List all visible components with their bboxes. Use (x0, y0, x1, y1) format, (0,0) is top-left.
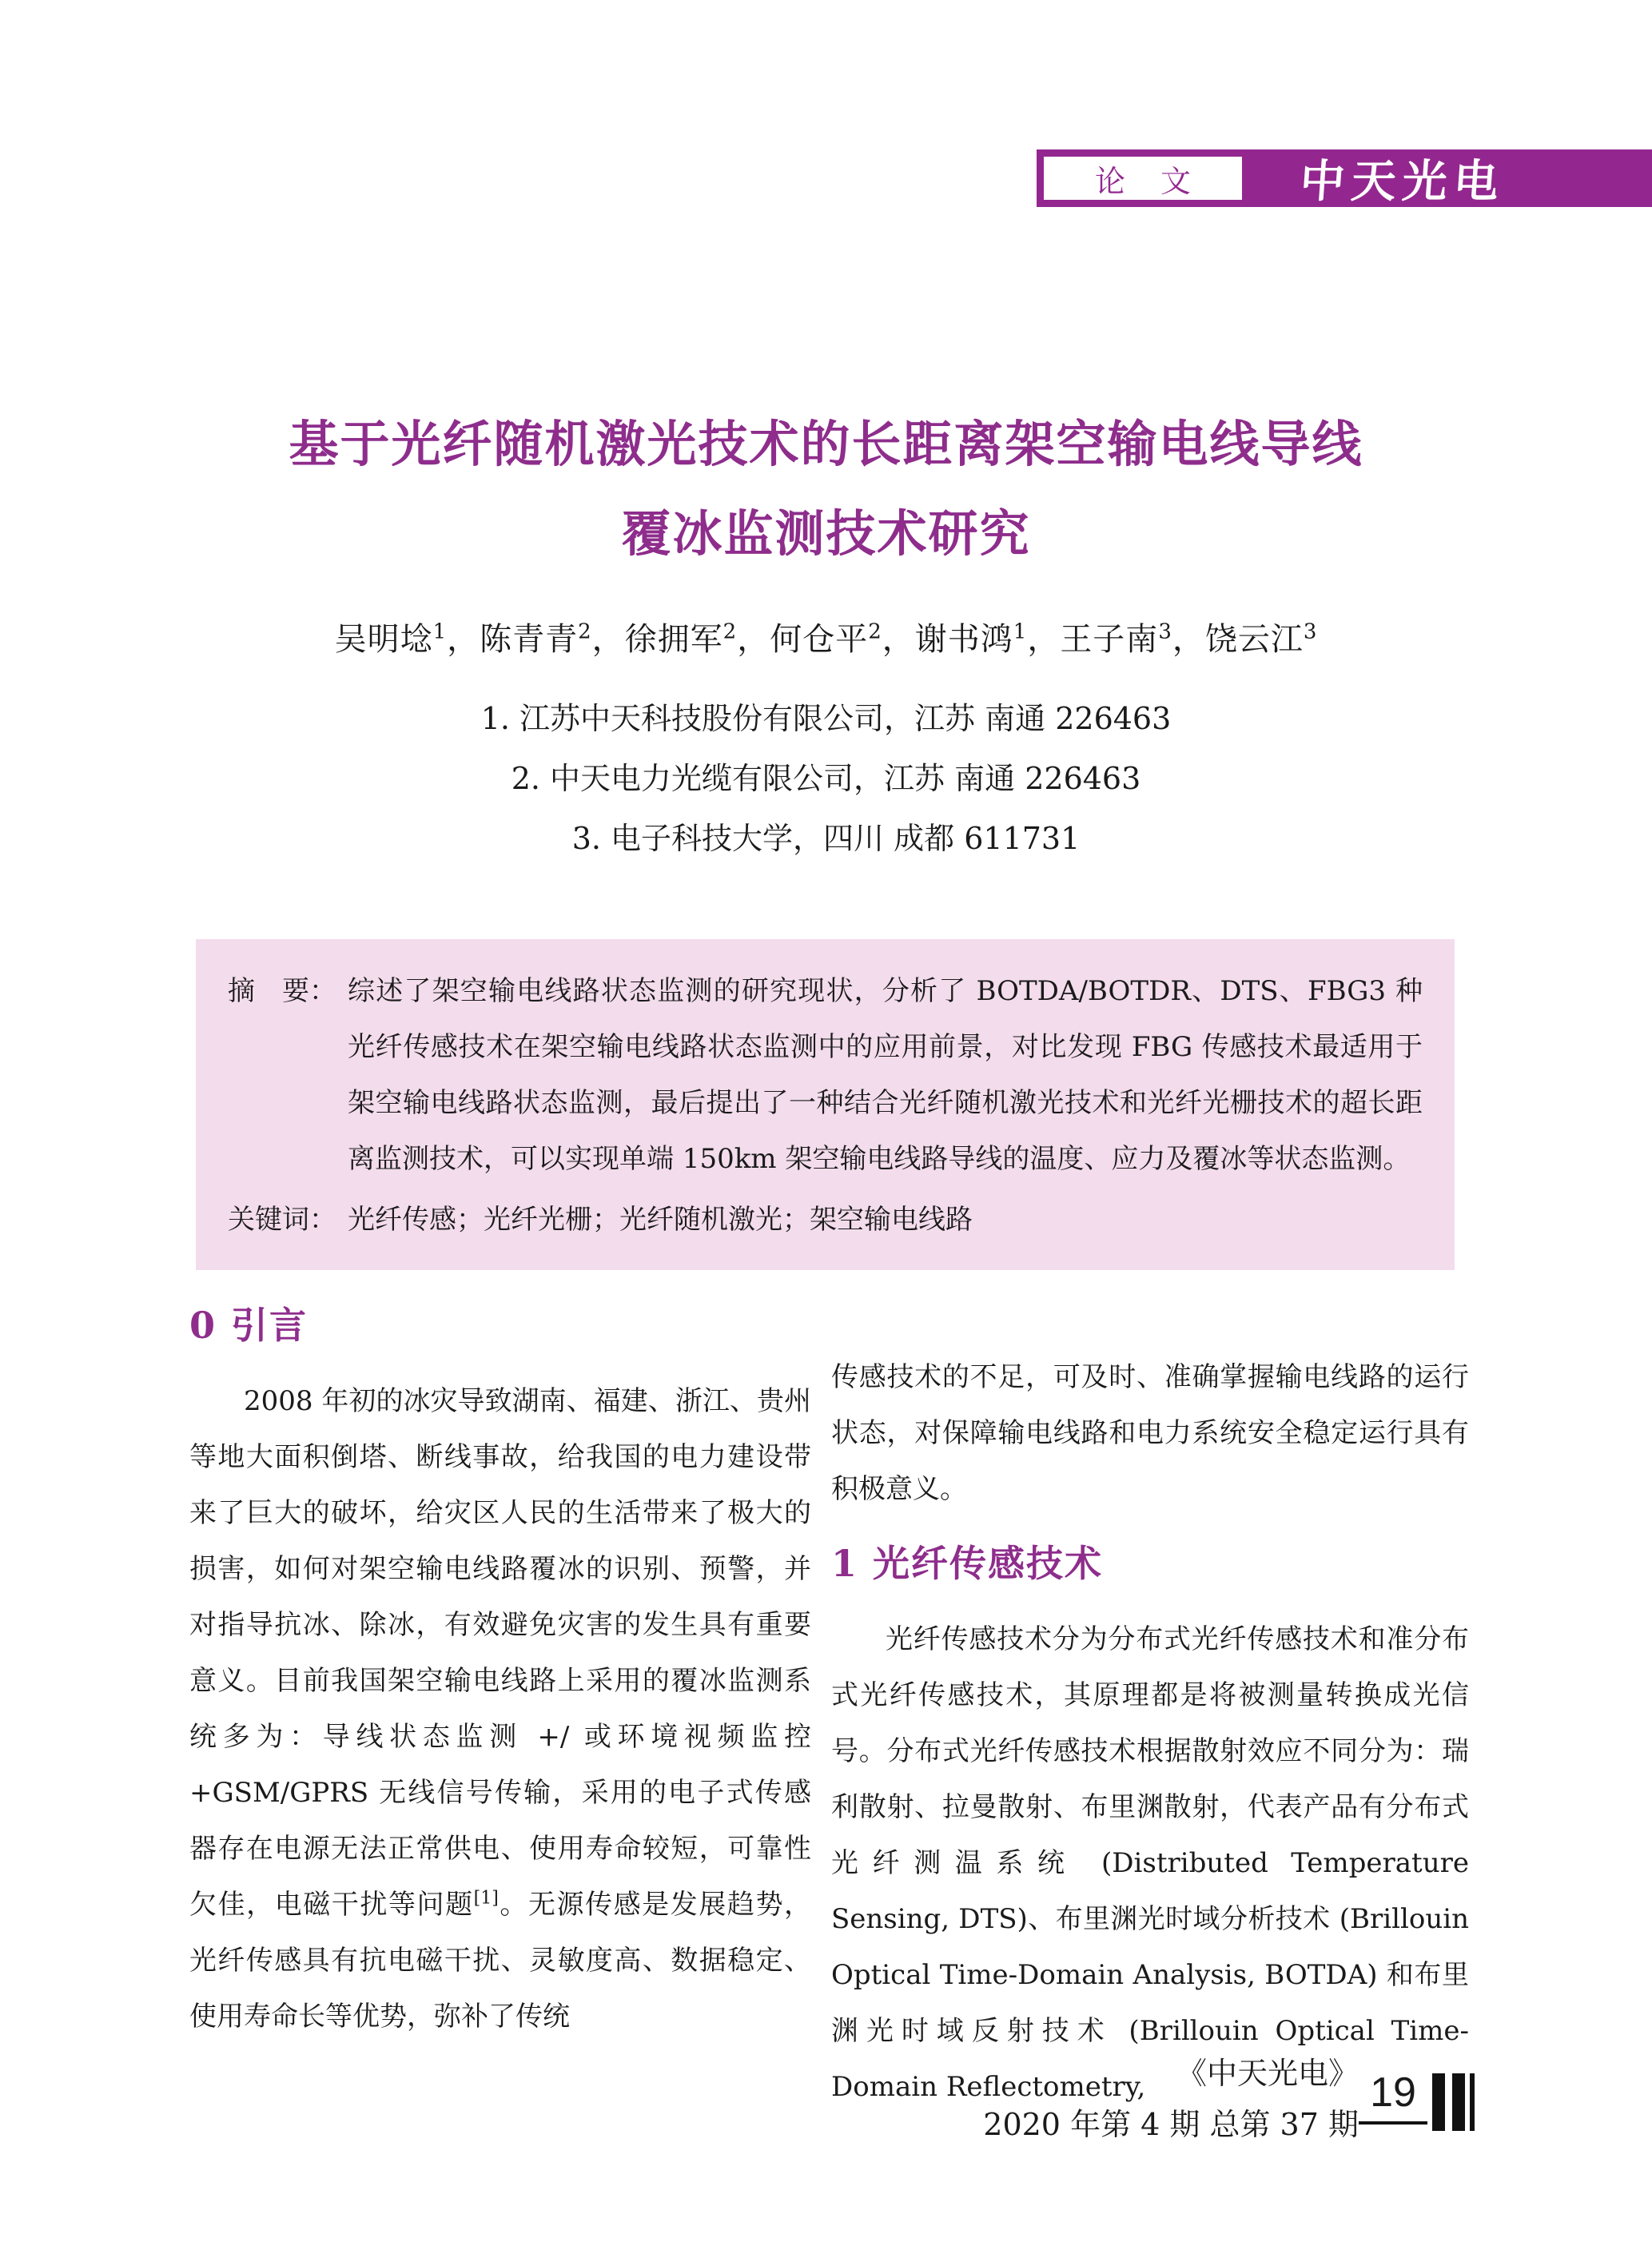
author-affil-sup: 2 (578, 619, 592, 644)
bar-thin (1470, 2073, 1475, 2131)
footer-journal-name: 《中天光电》 (1176, 2056, 1359, 2091)
author-affil-sup: 2 (868, 619, 882, 644)
bar-thick-1 (1432, 2073, 1445, 2131)
keywords-row (228, 1192, 1423, 1248)
affiliations-block (0, 689, 1652, 869)
section1-paragraph: 光纤传感技术分为分布式光纤传感技术和准分布式光纤传感技术，其原理都是将被测量转换成光信号。分布式光纤传感技术根据散射效应不同分为：瑞利散射、拉曼散射、布里渊散射，代表产品有分布式光纤测温系统 (Distributed Temperature Sensing, DTS)、布里渊光时域分析技术 (Brillouin Optical Time-Domain Analysis, BOTDA) 和布里渊光时域反射技术 (Brillouin Optical Time-Domain Reflectometry, (831, 1623, 1469, 2103)
author: 何仓平$^2$， (770, 619, 915, 658)
section-heading-0: 0 引言 (189, 1304, 309, 1347)
header-bar (1037, 149, 1652, 207)
footer-journal-info (983, 2048, 1359, 2150)
authors-line (0, 614, 1652, 659)
affiliation-line: 3. 电子科技大学，四川 成都 611731 (571, 821, 1081, 856)
author: 吴明埝$^1$， (334, 619, 480, 658)
title-line-1: 基于光纤随机激光技术的长距离架空输电线导线 (289, 415, 1363, 473)
category-box (1041, 154, 1244, 202)
abstract-text: 综述了架空输电线路状态监测的研究现状，分析了 BOTDA/BOTDR、DTS、FBG3 种光纤传感技术在架空输电线路状态监测中的应用前景，对比发现 FBG 传感技术最适用于架空输电线路状态监测，最后提出了一种结合光纤随机激光技术和光纤光栅技术的超长距离监测技术，可以实现单端 150km 架空输电线路导线的温度、应力及覆冰等状态监测。 (348, 975, 1423, 1175)
page-number: 19 (1359, 2069, 1427, 2125)
category-label: 论 文 (1094, 163, 1204, 199)
keywords-label: 关键词： (228, 1204, 336, 1236)
keywords-text: 光纤传感；光纤光栅；光纤随机激光；架空输电线路 (348, 1204, 973, 1236)
body-column-right (831, 1303, 1469, 2115)
intro-paragraph: 2008 年初的冰灾导致湖南、福建、浙江、贵州等地大面积倒塔、断线事故，给我国的电力建设带来了巨大的破坏，给灾区人民的生活带来了极大的损害，如何对架空输电线路覆冰的识别、预警，并对指导抗冰、除冰，有效避免灾害的发生具有重要意义。目前我国架空输电线路上采用的覆冰监测系统多为：导线状态监测 +/ 或环境视频监控 +GSM/GPRS 无线信号传输，采用的电子式传感器存在电源无法正常供电、使用寿命较短，可靠性欠佳，电磁干扰等问题[1]。无源传感是发展趋势，光纤传感具有抗电磁干扰、灵敏度高、数据稳定、使用寿命长等优势，弥补了传统 (189, 1385, 812, 2033)
bar-thick-2 (1452, 2073, 1465, 2131)
footer-bars-decoration (1432, 2073, 1475, 2131)
affiliation-line: 1. 江苏中天科技股份有限公司，江苏 南通 226463 (480, 701, 1172, 736)
author-affil-sup: 2 (723, 619, 738, 644)
author: 饶云江$^3$ (1204, 619, 1318, 658)
journal-logo: 中天光电 (1298, 155, 1507, 208)
affiliation-line: 2. 中天电力光缆有限公司，江苏 南通 226463 (511, 761, 1141, 796)
author-affil-sup: 1 (1013, 619, 1028, 644)
author-affil-sup: 3 (1303, 619, 1318, 644)
author: 陈青青$^2$， (480, 619, 625, 658)
body-column-left (189, 1303, 811, 2045)
reference-marker: [1] (473, 1888, 499, 1909)
author: 谢书鸿$^1$， (914, 619, 1061, 658)
abstract-box (196, 939, 1455, 1270)
abstract-row (228, 963, 1423, 1187)
section-heading-1: 1 光纤传感技术 (831, 1542, 1104, 1585)
page-title (0, 400, 1652, 579)
author: 徐拥军$^2$， (624, 619, 770, 658)
title-line-2: 覆冰监测技术研究 (621, 504, 1031, 563)
continuation-paragraph: 传感技术的不足，可及时、准确掌握输电线路的运行状态，对保障输电线路和电力系统安全稳定运行具有积极意义。 (831, 1361, 1469, 1505)
author-affil-sup: 3 (1158, 619, 1172, 644)
footer-issue-line: 2020 年第 4 期 总第 37 期 (983, 2107, 1359, 2142)
author-affil-sup: 1 (432, 619, 448, 644)
author: 王子南$^3$， (1060, 619, 1205, 658)
abstract-label: 摘 要： (228, 975, 336, 1007)
